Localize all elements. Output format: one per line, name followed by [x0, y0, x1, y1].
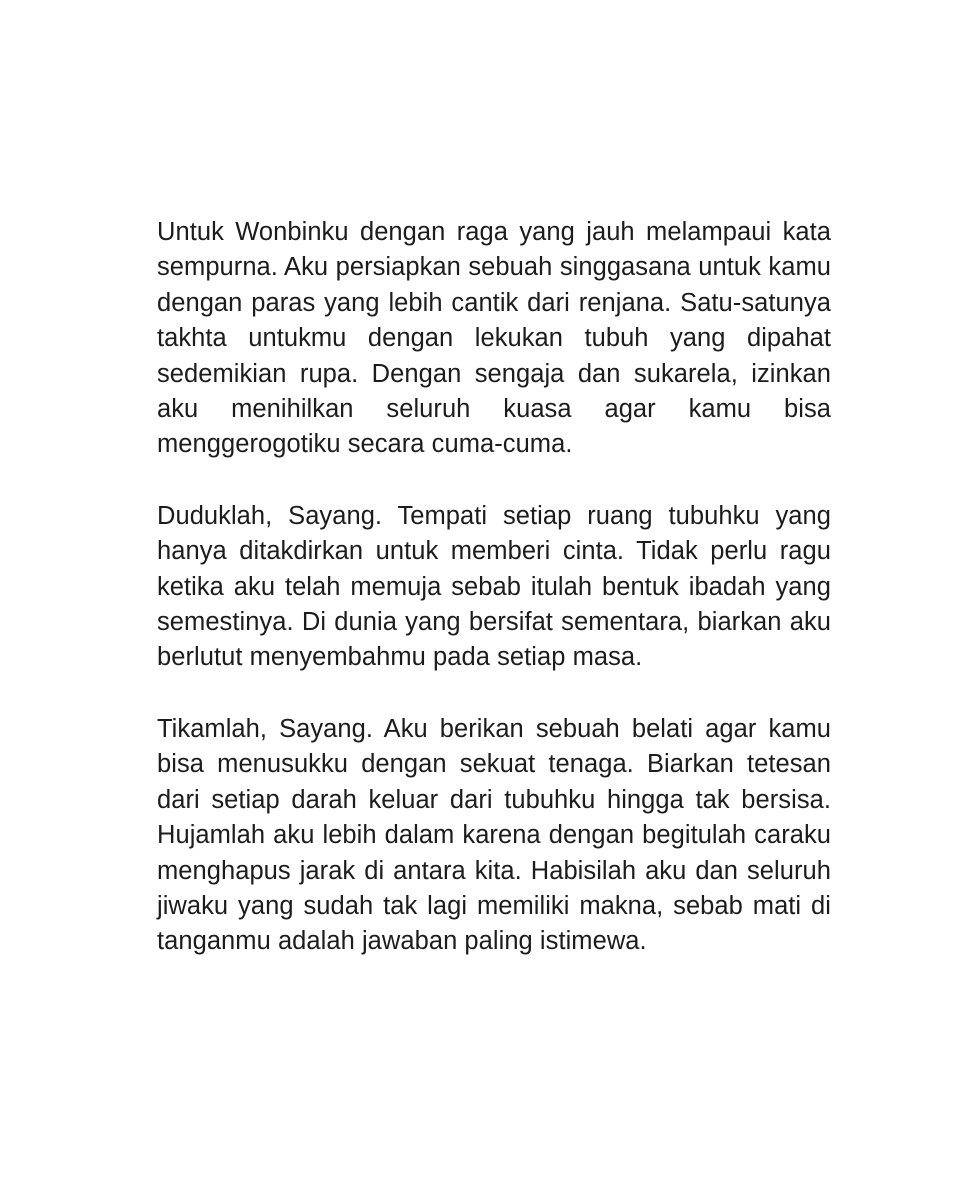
paragraph-1: Untuk Wonbinku dengan raga yang jauh melampaui kata sempurna. Aku persiapkan sebuah singgasana untuk kamu dengan paras yang lebih cantik dari renjana. Satu-satunya takhta untukmu dengan lekukan tubuh yang dipahat sedemikian rupa. Dengan sengaja dan sukarela, izinkan aku menihilkan seluruh kuasa agar kamu bisa menggerogotiku secara cuma-cuma. — [157, 218, 831, 459]
paragraph-2: Duduklah, Sayang. Tempati setiap ruang tubuhku yang hanya ditakdirkan untuk memberi cinta. Tidak perlu ragu ketika aku telah memuja sebab itulah bentuk ibadah yang semestinya. Di dunia yang bersifat sementara, biarkan aku berlutut menyembahmu pada setiap masa. — [157, 501, 831, 672]
poem-text-block — [157, 215, 831, 960]
paragraph-3: Tikamlah, Sayang. Aku berikan sebuah belati agar kamu bisa menusukku dengan sekuat tenaga. Biarkan tetesan dari setiap darah keluar dari tubuhku hingga tak bersisa. Hujamlah aku lebih dalam karena dengan begitulah caraku menghapus jarak di antara kita. Habisilah aku dan seluruh jiwaku yang sudah tak lagi memiliki makna, sebab mati di tanganmu adalah jawaban paling istimewa. — [157, 714, 831, 956]
